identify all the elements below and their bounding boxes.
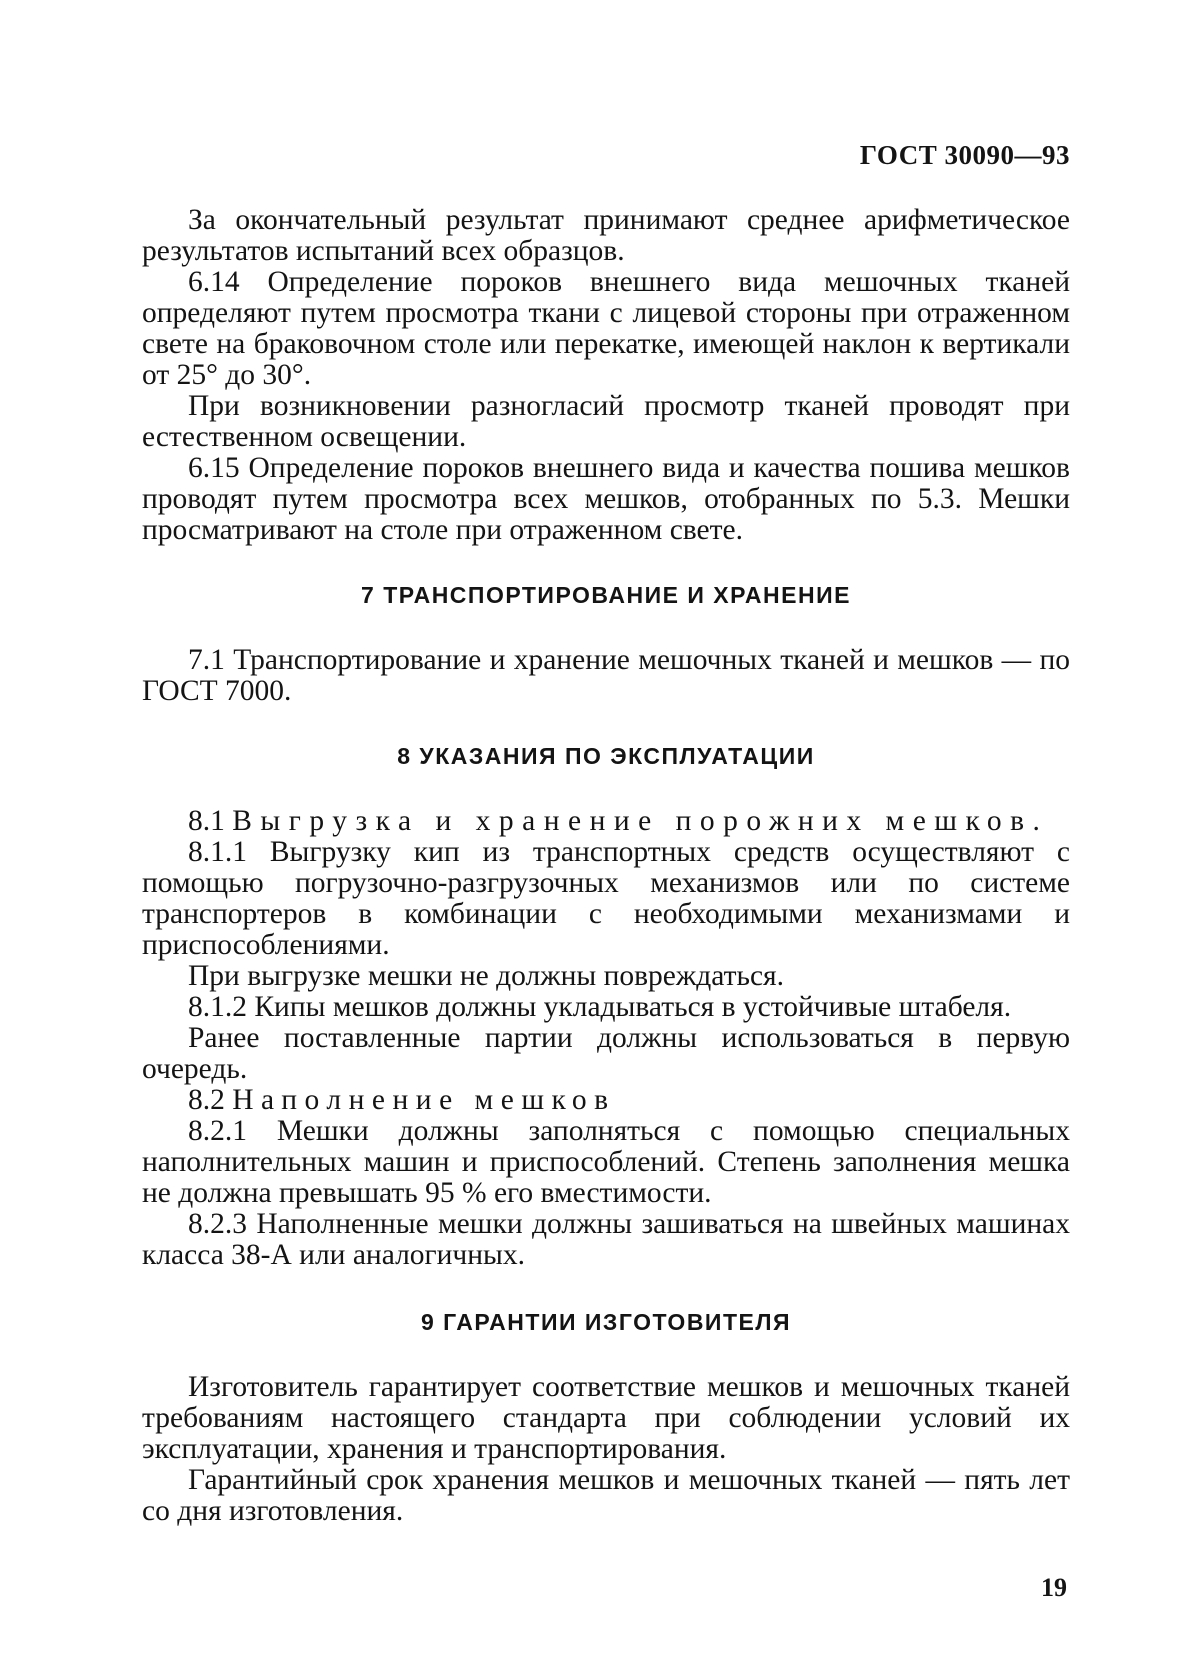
page-number: 19 [1041, 1573, 1067, 1602]
paragraph-8-2-3: 8.2.3 Наполненные мешки должны зашиваться на швейных машинах класса 38-А или аналогичных. [142, 1208, 1070, 1271]
clause-number-8-2: 8.2 [188, 1084, 225, 1116]
paragraph-9-guarantee: Изготовитель гарантирует соответствие мешков и мешочных тканей требованиям настоящего стандарта при соблюдении условий их эксплуатации, хранения и транспортирования. [142, 1371, 1070, 1465]
paragraph-result: За окончательный результат принимают среднее арифметическое результатов испытаний всех образцов. [142, 204, 1070, 267]
paragraph-7-1: 7.1 Транспортирование и хранение мешочных тканей и мешков — по ГОСТ 7000. [142, 644, 1070, 707]
paragraph-6-15: 6.15 Определение пороков внешнего вида и качества пошива мешков проводят путем просмотра всех мешков, отобранных по 5.3. Мешки просматривают на столе при отраженном свете. [142, 452, 1070, 546]
section-8-heading: 8 УКАЗАНИЯ ПО ЭКСПЛУАТАЦИИ [397, 743, 815, 769]
paragraph-8-2-1: 8.2.1 Мешки должны заполняться с помощью специальных наполнительных машин и приспособлений. Степень заполнения мешка не должна превышать 95 % его вместимости. [142, 1115, 1070, 1209]
paragraph-8-1 [142, 806, 1070, 837]
paragraph-6-14: 6.14 Определение пороков внешнего вида мешочных тканей определяют путем просмотра ткани с лицевой стороны при отраженном свете на браковочном столе или перекатке, имеющей наклон к вертикали от 25° до 30°. [142, 266, 1070, 391]
clause-number-8-1: 8.1 [188, 805, 225, 837]
document-body [142, 205, 1070, 1527]
paragraph-9-term: Гарантийный срок хранения мешков и мешочных тканей — пять лет со дня изготовления. [142, 1464, 1070, 1527]
clause-title-8-2: Наполнение мешков [232, 1084, 616, 1116]
paragraph-8-1-2: 8.1.2 Кипы мешков должны укладываться в устойчивые штабеля. [188, 991, 1012, 1023]
paragraph-8-2 [142, 1085, 1070, 1116]
clause-title-8-1: Выгрузка и хранение порожних мешков. [232, 805, 1049, 837]
paragraph-6-14-dispute: При возникновении разногласий просмотр тканей проводят при естественном освещении. [142, 390, 1070, 453]
paragraph-8-1-1: 8.1.1 Выгрузку кип из транспортных средств осуществляют с помощью погрузочно-разгрузочных механизмов или по системе транспортеров в комбинации с необходимыми механизмами и приспособлениями. [142, 836, 1070, 961]
document-code-header: ГОСТ 30090—93 [859, 140, 1070, 170]
paragraph-8-1-2-order: Ранее поставленные партии должны использоваться в первую очередь. [142, 1022, 1070, 1085]
section-7-heading: 7 ТРАНСПОРТИРОВАНИЕ И ХРАНЕНИЕ [361, 582, 851, 608]
paragraph-8-1-1-damage: При выгрузке мешки не должны повреждаться. [188, 960, 784, 992]
section-9-heading: 9 ГАРАНТИИ ИЗГОТОВИТЕЛЯ [420, 1309, 792, 1335]
